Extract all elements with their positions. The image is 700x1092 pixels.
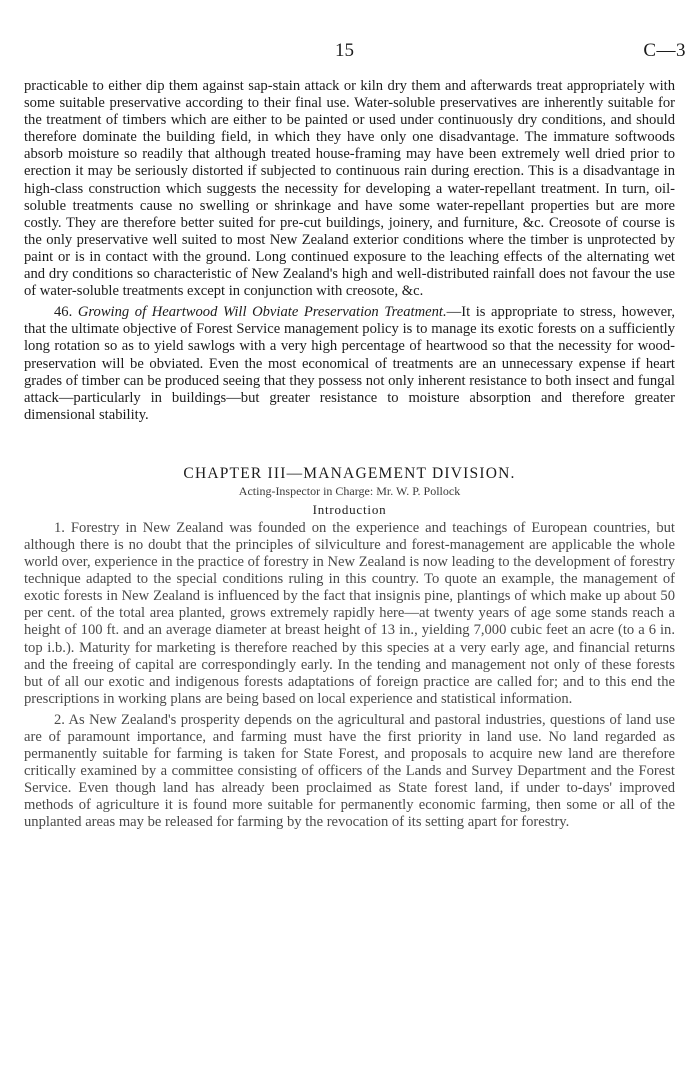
chapter-title: CHAPTER III—MANAGEMENT DIVISION.	[183, 464, 516, 482]
document-reference: C—3	[643, 40, 686, 61]
paragraph-number: 46.	[54, 304, 73, 321]
page-body	[24, 78, 675, 832]
section-heading: Introduction	[312, 501, 387, 517]
page-header	[0, 40, 700, 64]
paragraph-1: 1. Forestry in New Zealand was founded on the experience and teachings of European countries, but although there is no doubt that the principles of silviculture and forest-management are applicable the whole world over, experience in the practice of forestry in New Zealand is now leading to the development of forestry technique adapted to the special conditions ruling in this country. To quote an example, the management of exotic forests in New Zealand is influenced by the fact that insignis pine, plantings of which make up about 50 per cent. of the total area planted, grows extremely rapidly here—at twenty years of age some stands reach a height of 100 ft. and an average diameter at breast height of 13 in., yielding 7,000 cubic feet an acre (to a 6 in. top i.b.). Maturity for marketing is therefore reached by this species at a very early age, and financial returns and the freeing of capital are correspondingly early. In the tending and management not only of these forests but of all our exotic and indigenous forests adaptations of foreign practice are called for; and to this end the prescriptions in working plans are being based on local experience and statistical information.	[24, 519, 675, 707]
paragraph-text: —It is appropriate to stress, however, that the ultimate objective of Forest Service management policy is to manage its exotic forests on a sufficiently long rotation so as to yield sawlogs with a very high percentage of heartwood so that the necessity for wood-preservation will be obviated. Even the most economical of treatments are an unnecessary expense if heart grades of timber can be produced seeing that they possess not only inherent resistance to both insect and fungal attack—particularly in buildings—but greater resistance to moisture absorption and therefore greater dimensional stability.	[24, 304, 676, 423]
paragraph-46	[24, 304, 675, 424]
paragraph-2: 2. As New Zealand's prosperity depends on the agricultural and pastoral industries, questions of land use are of paramount importance, and farming must have the first priority in land use. No land regarded as permanently suitable for farming is taken for State Forest, and proposals to acquire new land are therefore critically examined by a committee consisting of officers of the Lands and Survey Department and the Forest Service. Even though land has already been proclaimed as State forest land, if under to-days' improved methods of agriculture it is found more suitable for permanently economic farming, then some or all of the unplanted areas may be released for farming by the revocation of its setting apart for forestry.	[24, 711, 675, 831]
page-number: 15	[335, 40, 354, 61]
paragraph-continuation: practicable to either dip them against sap-stain attack or kiln dry them and afterwards treat appropriately with some suitable preservative according to their final use. Water-soluble preservatives are inherently suitable for the treatment of timbers which are either to be painted or used under continuously dry conditions, and should therefore dominate the building field, in which they have only one disadvantage. The immature softwoods absorb moisture so readily that although treated house-framing may have been extremely well dried prior to erection it may be seriously distorted if subjected to continuous rain during erection. This is a disadvantage in high-class construction which suggests the necessity for developing a water-repellant treatment. In turn, oil-soluble treatments cause no swelling or shrinkage and have some water-repellant properties but are more costly. They are therefore better suited for pre-cut buildings, joinery, and furniture, &c. Creosote of course is the only preservative well suited to most New Zealand exterior conditions where the timber is unprotected by paint or is in contact with the ground. Long continued exposure to the leaching effects of the alternating wet and dry conditions so characteristic of New Zealand's high and well-distributed rainfall does not favour the use of water-soluble treatments except in conjunction with creosote, &c.	[24, 78, 675, 300]
paragraph-heading: Growing of Heartwood Will Obviate Preservation Treatment.	[77, 304, 447, 321]
chapter-officer: Acting-Inspector in Charge: Mr. W. P. Pollock	[238, 483, 461, 498]
